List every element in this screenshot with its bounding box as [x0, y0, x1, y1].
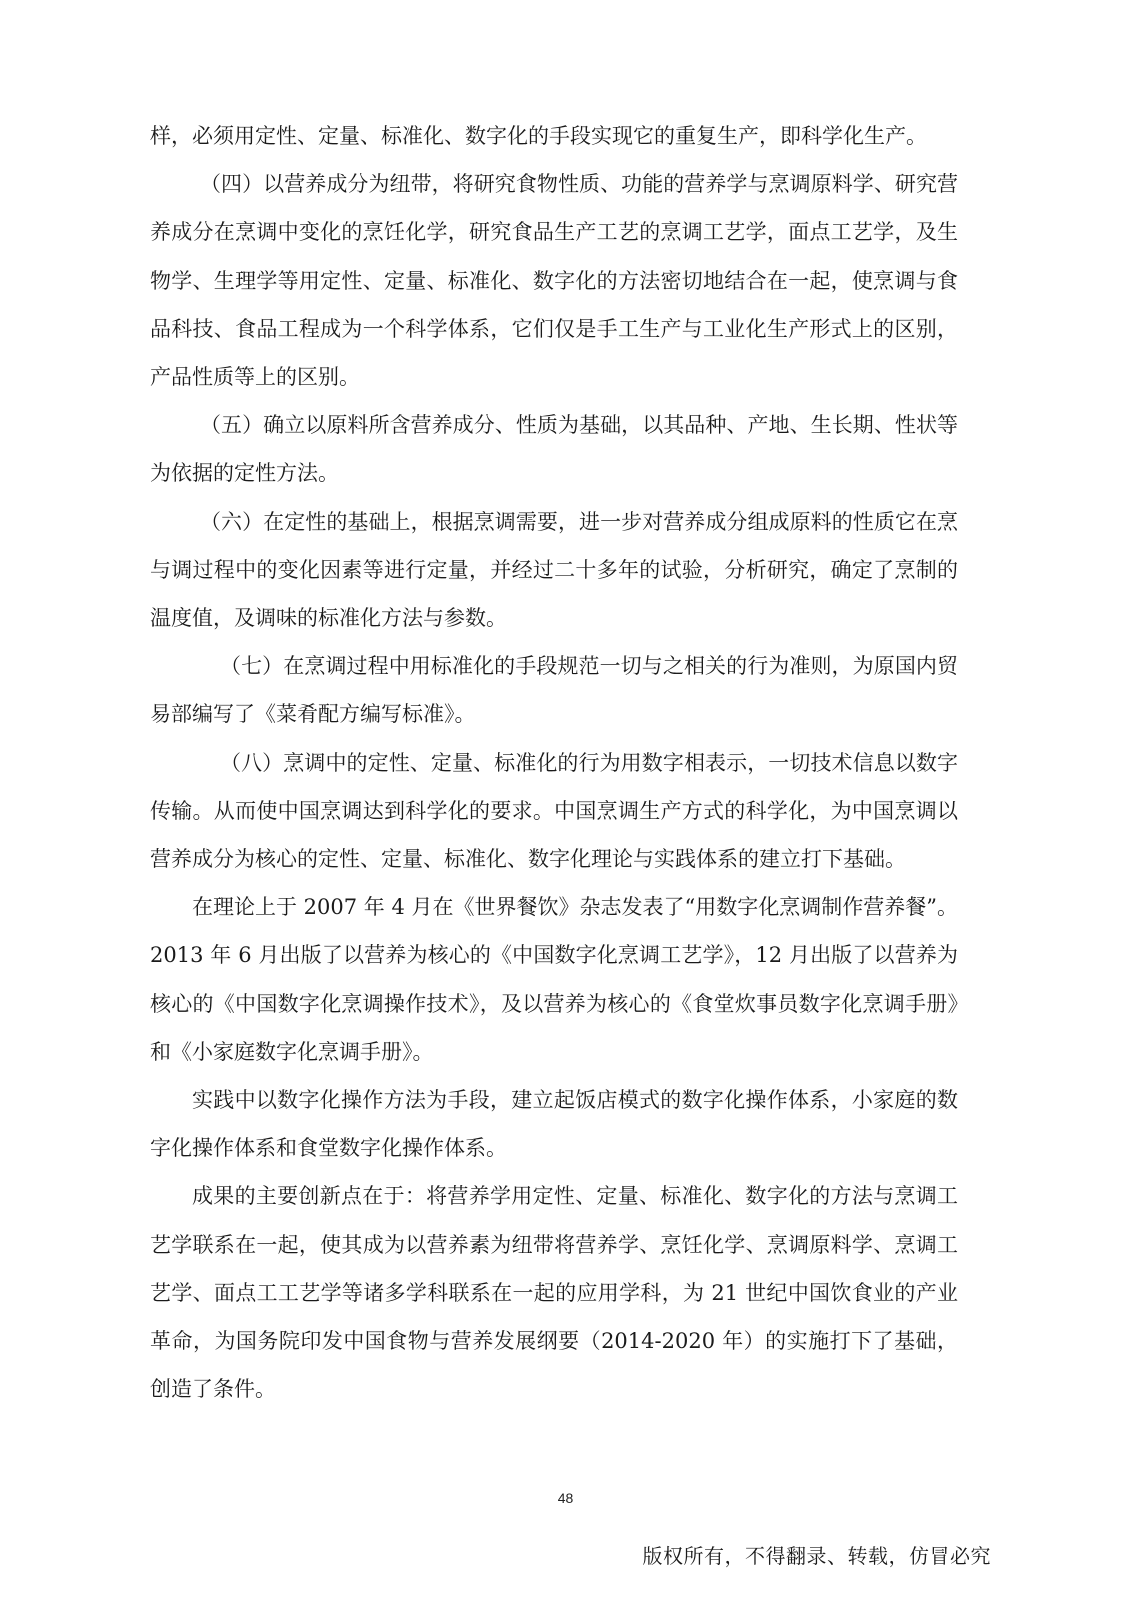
paragraph-theory: 在理论上于 2007 年 4 月在《世界餐饮》杂志发表了“用数字化烹调制作营养餐”。2013 年 6 月出版了以营养为核心的《中国数字化烹调工艺学》，12 月出版了以营养为核心的《中国数字化烹调操作技术》，及以营养为核心的《食堂炊事员数字化烹调手册》和《小家庭数字化烹调手册》。	[150, 895, 958, 1064]
paragraph-continued: 样，必须用定性、定量、标准化、数字化的手段实现它的重复生产，即科学化生产。	[150, 124, 927, 148]
paragraph-innovation: 成果的主要创新点在于：将营养学用定性、定量、标准化、数字化的方法与烹调工艺学联系在一起，使其成为以营养素为纽带将营养学、烹饪化学、烹调原料学、烹调工艺学、面点工工艺学等诸多学科联系在一起的应用学科，为 21 世纪中国饮食业的产业革命，为国务院印发中国食物与营养发展纲要（2014-2020 年）的实施打下了基础，创造了条件。	[150, 1184, 958, 1402]
paragraph-practice: 实践中以数字化操作方法为手段，建立起饭店模式的数字化操作体系，小家庭的数字化操作体系和食堂数字化操作体系。	[150, 1088, 958, 1161]
paragraph-item-5: （五）确立以原料所含营养成分、性质为基础，以其品种、产地、生长期、性状等为依据的定性方法。	[150, 413, 958, 486]
paragraph-item-6: （六）在定性的基础上，根据烹调需要，进一步对营养成分组成原料的性质它在烹与调过程中的变化因素等进行定量，并经过二十多年的试验，分析研究，确定了烹制的温度值，及调味的标准化方法与参数。	[150, 509, 958, 631]
body-text	[150, 112, 958, 1413]
paragraph-item-8: （八）烹调中的定性、定量、标准化的行为用数字相表示，一切技术信息以数字传输。从而使中国烹调达到科学化的要求。中国烹调生产方式的科学化，为中国烹调以营养成分为核心的定性、定量、标准化、数字化理论与实践体系的建立打下基础。	[150, 750, 958, 872]
copyright-notice: 版权所有，不得翻录、转载，仿冒必究	[642, 1544, 991, 1568]
paragraph-item-7: （七）在烹调过程中用标准化的手段规范一切与之相关的行为准则，为原国内贸易部编写了《菜肴配方编写标准》。	[150, 654, 958, 727]
paragraph-item-4: （四）以营养成分为纽带，将研究食物性质、功能的营养学与烹调原料学、研究营养成分在烹调中变化的烹饪化学，研究食品生产工艺的烹调工艺学，面点工艺学，及生物学、生理学等用定性、定量、标准化、数字化的方法密切地结合在一起，使烹调与食品科技、食品工程成为一个科学体系，它们仅是手工生产与工业化生产形式上的区别，产品性质等上的区别。	[150, 172, 958, 390]
page-number: 48	[557, 1490, 574, 1506]
